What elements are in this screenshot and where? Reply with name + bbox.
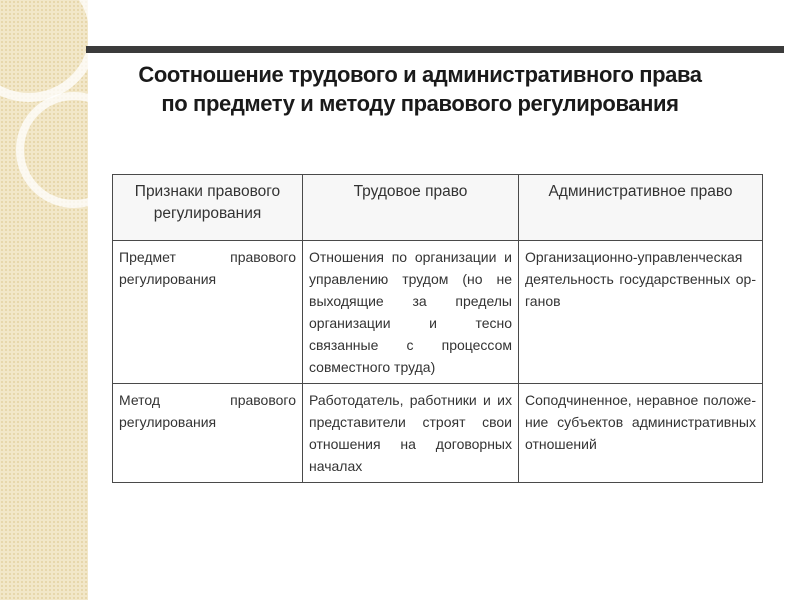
comparison-table: [112, 174, 763, 483]
table-row: [113, 384, 763, 483]
decorative-ring: [16, 92, 88, 208]
header-admin-law: Административное право: [519, 175, 763, 241]
cell-criterion: Предмет правового регулирования: [113, 241, 303, 384]
slide-title: [100, 60, 740, 118]
cell-labor-law: Отношения по организации и управлению трудом (но не выходящие за пределы организации и тесно связанные с процессом совместного труда): [303, 241, 519, 384]
table-row: [113, 241, 763, 384]
slide-title-line-1: Соотношение трудового и административного права: [138, 62, 702, 87]
header-criterion: Признаки правового регулирования: [113, 175, 303, 241]
table-header-row: [113, 175, 763, 241]
cell-admin-law: Организационно-управленческая деятельность государственных органов: [519, 241, 763, 384]
decorative-side-panel: [0, 0, 88, 600]
decorative-ring: [0, 0, 88, 102]
cell-admin-law: Соподчиненное, неравное положение субъектов административных отношений: [519, 384, 763, 483]
cell-labor-law: Работодатель, работники и их представители строят свои отношения на договорных началах: [303, 384, 519, 483]
slide-title-line-2: по предмету и методу правового регулирования: [161, 91, 679, 116]
header-labor-law: Трудовое право: [303, 175, 519, 241]
cell-criterion: Метод правового регулирования: [113, 384, 303, 483]
title-divider-bar: [86, 46, 784, 53]
